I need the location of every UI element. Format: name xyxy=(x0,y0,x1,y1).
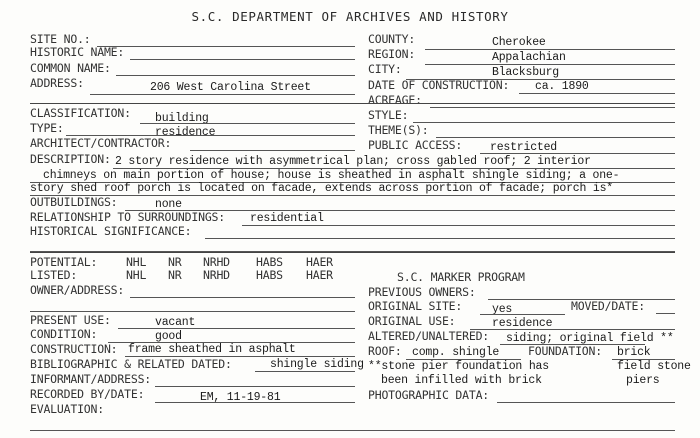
architect-label: ARCHITECT/CONTRACTOR: xyxy=(30,136,172,150)
construction-value: frame sheathed in asphalt xyxy=(128,343,296,356)
recorded-label: RECORDED BY/DATE: xyxy=(30,387,145,401)
historic-name-label: HISTORIC NAME: xyxy=(30,45,125,59)
outbuildings-label: OUTBUILDINGS: xyxy=(30,195,118,209)
type-value: residence xyxy=(155,126,216,139)
present-use-line xyxy=(118,328,355,329)
site-no-label: SITE NO.: xyxy=(30,32,91,46)
bibliographic-label: BIBLIOGRAPHIC & RELATED DATED: xyxy=(30,357,232,371)
description-line-3: story shed roof porch is located on facade, extends across portion of facade; porch is* xyxy=(30,182,613,195)
photographic-line xyxy=(497,402,675,403)
present-use-label: PRESENT USE: xyxy=(30,313,111,327)
listed-haer: HAER xyxy=(306,268,333,282)
theme-label: THEME(S): xyxy=(368,123,429,137)
altered-label: ALTERED/UNALTERED: xyxy=(368,329,490,343)
potential-nrhd: NRHD xyxy=(203,255,230,269)
outbuildings-value: none xyxy=(155,198,182,211)
relationship-value: residential xyxy=(250,212,324,225)
county-label: COUNTY: xyxy=(368,32,416,46)
section-divider-2 xyxy=(30,252,675,253)
relationship-label: RELATIONSHIP TO SURROUNDINGS: xyxy=(30,210,225,224)
bibliographic-continuation: shingle siding xyxy=(270,358,364,371)
region-label: REGION: xyxy=(368,47,416,61)
potential-nhl: NHL xyxy=(126,255,147,269)
original-use-value: residence xyxy=(492,317,553,330)
address-line xyxy=(90,94,355,95)
city-value: Blacksburg xyxy=(492,66,560,79)
original-use-line xyxy=(470,329,675,330)
owner-address-line-2 xyxy=(30,311,355,312)
description-line-2: chimneys on main portion of house; house is sheathed in asphalt shingle siding; a one- xyxy=(43,169,620,182)
region-value: Appalachian xyxy=(492,51,566,64)
original-site-line xyxy=(480,314,565,315)
public-access-label: PUBLIC ACCESS: xyxy=(368,138,463,152)
historical-significance-line xyxy=(205,238,675,239)
potential-haer: HAER xyxy=(306,255,333,269)
description-underline-3 xyxy=(30,195,675,196)
section-divider-1 xyxy=(30,103,675,104)
description-label: DESCRIPTION: xyxy=(30,152,111,166)
informant-line xyxy=(155,386,355,387)
date-of-construction-label: DATE OF CONSTRUCTION: xyxy=(368,78,510,92)
acreage-line xyxy=(430,107,675,108)
potential-habs: HABS xyxy=(256,255,283,269)
style-line xyxy=(413,122,675,123)
potential-nr: NR xyxy=(168,255,182,269)
listed-nhl: NHL xyxy=(126,268,147,282)
acreage-label: ACREAGE: xyxy=(368,93,422,107)
site-no-line xyxy=(97,46,355,47)
public-access-value: restricted xyxy=(490,141,558,154)
evaluation-label: EVALUATION: xyxy=(30,402,104,416)
original-site-label: ORIGINAL SITE: xyxy=(368,299,463,313)
historic-name-line xyxy=(130,59,355,60)
construction-label: CONSTRUCTION: xyxy=(30,342,118,356)
date-line xyxy=(519,93,675,94)
public-access-line xyxy=(480,153,675,154)
type-label: TYPE: xyxy=(30,121,64,135)
address-value: 206 West Carolina Street xyxy=(150,81,311,94)
roof-value: comp. shingle xyxy=(412,346,500,359)
form-title: S.C. DEPARTMENT OF ARCHIVES AND HISTORY xyxy=(191,9,509,24)
foundation-note-end: field stone xyxy=(617,360,691,373)
photographic-label: PHOTOGRAPHIC DATA: xyxy=(368,388,490,402)
common-name-label: COMMON NAME: xyxy=(30,61,111,75)
foundation-note-line-1: **stone pier foundation has xyxy=(368,360,549,373)
theme-line xyxy=(436,137,675,138)
listed-label: LISTED: xyxy=(30,268,78,282)
informant-label: INFORMANT/ADDRESS: xyxy=(30,372,152,386)
moved-date-line xyxy=(656,313,675,314)
original-site-value: yes xyxy=(492,303,513,316)
previous-owners-label: PREVIOUS OWNERS: xyxy=(368,285,476,299)
common-name-line xyxy=(116,75,355,76)
county-line xyxy=(425,49,675,50)
historical-significance-label: HISTORICAL SIGNIFICANCE: xyxy=(30,224,192,238)
listed-habs: HABS xyxy=(256,268,283,282)
recorded-value: EM, 11-19-81 xyxy=(200,391,281,404)
region-line xyxy=(425,64,675,65)
city-label: CITY: xyxy=(368,62,402,76)
foundation-value: brick xyxy=(617,346,651,359)
present-use-value: vacant xyxy=(155,316,196,329)
address-label: ADDRESS: xyxy=(30,76,84,90)
classification-label: CLASSIFICATION: xyxy=(30,106,131,120)
moved-date-label: MOVED/DATE: xyxy=(571,299,645,313)
description-line-1: 2 story residence with asymmetrical plan; cross gabled roof; 2 interior xyxy=(115,155,591,168)
recorded-line xyxy=(155,402,355,403)
marker-program-label: S.C. MARKER PROGRAM xyxy=(397,270,525,284)
altered-value: siding; original field ** xyxy=(506,332,674,345)
listed-nr: NR xyxy=(168,268,182,282)
condition-label: CONDITION: xyxy=(30,327,98,341)
bibliographic-line xyxy=(255,371,355,372)
original-use-label: ORIGINAL USE: xyxy=(368,314,456,328)
foundation-note-line-2: been infilled with brick xyxy=(381,374,542,387)
condition-value: good xyxy=(155,330,182,343)
evaluation-line xyxy=(30,430,675,431)
style-label: STYLE: xyxy=(368,108,409,122)
date-of-construction-value: ca. 1890 xyxy=(535,80,589,93)
relationship-line xyxy=(242,225,675,226)
foundation-label: FOUNDATION: xyxy=(528,344,602,358)
owner-address-label: OWNER/ADDRESS: xyxy=(30,283,125,297)
listed-nrhd: NRHD xyxy=(203,268,230,282)
owner-address-line xyxy=(130,297,355,298)
architect-line xyxy=(190,150,355,151)
roof-label: ROOF: xyxy=(368,344,402,358)
classification-value: building xyxy=(155,112,209,125)
foundation-note-piers: piers xyxy=(626,374,660,387)
potential-label: POTENTIAL: xyxy=(30,255,98,269)
county-value: Cherokee xyxy=(492,36,546,49)
classification-line xyxy=(140,123,355,124)
